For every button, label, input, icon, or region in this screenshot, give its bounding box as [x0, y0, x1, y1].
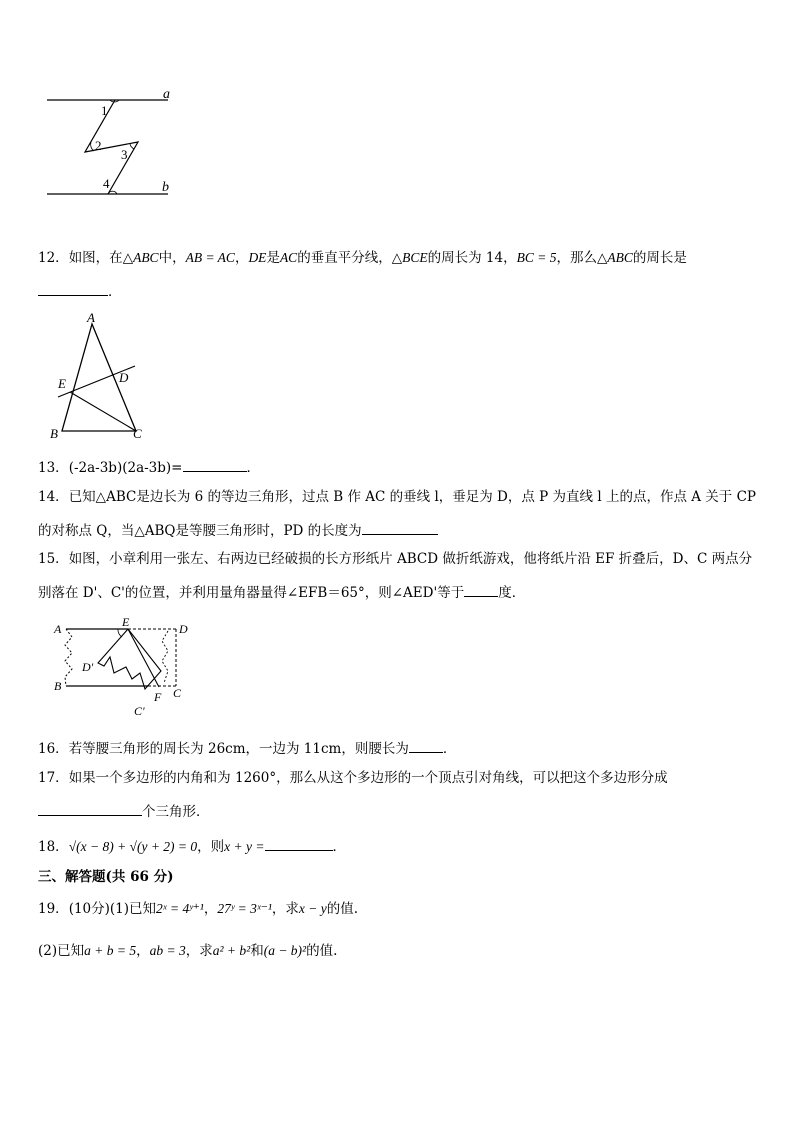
q12-text: ， — [234, 250, 249, 266]
q19-part1-eq2: 27ʸ = 3ˣ⁻¹ — [217, 901, 272, 916]
q12-text: 的周长是 — [632, 250, 687, 266]
q15-line1: 如图，小章利用一张左、右两边已经破损的长方形纸片 ABCD 做折纸游戏，他将纸片沿 EF 折叠后，D、C 两点分 — [68, 551, 753, 567]
question-15-line-1 — [38, 550, 752, 568]
label-D: D — [119, 370, 129, 385]
figure-triangle-abc — [48, 312, 158, 442]
label-C-prime: C' — [134, 704, 145, 718]
segment-ec — [70, 392, 136, 431]
q19-part2-eq1: a + b = 5 — [84, 943, 137, 958]
zigzag-path — [85, 100, 138, 194]
q18-expr: √(x − 8) + √(y + 2) = 0 — [68, 839, 198, 854]
q16-number: 16． — [38, 741, 69, 757]
q19-part1-sep: ， — [203, 901, 218, 917]
q12-bc-eq: BC = 5 — [516, 250, 557, 265]
label-F: F — [154, 690, 162, 704]
question-18 — [38, 836, 346, 856]
figure-parallel-lines — [40, 88, 200, 198]
angle-label-4: 4 — [103, 176, 110, 191]
q15-line2a: 别落在 D'、C'的位置，并利用量角器量得∠EFB＝65°，则∠AED'等于 — [38, 585, 465, 601]
label-E: E — [122, 615, 130, 629]
q16-text: 若等腰三角形的周长为 26cm，一边为 11cm，则腰长为 — [68, 741, 409, 757]
label-a: a — [163, 87, 170, 102]
q19-part2-text: 已知 — [57, 943, 85, 959]
q12-eq-ab-ac: AB = AC — [185, 250, 235, 265]
q12-tri-abc-2: △ABC — [596, 250, 633, 265]
question-17-line-1 — [38, 769, 668, 787]
answer-blank-17[interactable] — [38, 801, 142, 816]
answer-blank-15[interactable] — [464, 582, 498, 597]
torn-right-dashed — [162, 631, 168, 683]
q19-part2-t1: a² + b² — [212, 943, 251, 958]
question-14-line-2 — [38, 520, 438, 540]
q17-line2: 个三角形． — [142, 804, 210, 820]
q12-text: ，那么 — [556, 250, 597, 266]
question-17-line-2 — [38, 801, 210, 821]
q19-part2-and: 和 — [250, 943, 264, 959]
question-14-line-1 — [38, 488, 756, 506]
question-19-part-1 — [38, 900, 358, 918]
q19-part1-end: 的值. — [326, 901, 359, 917]
figure-folded-rectangle — [48, 617, 208, 717]
answer-blank-18[interactable] — [265, 836, 333, 851]
question-15-line-2 — [38, 582, 525, 602]
q14-number: 14． — [38, 489, 69, 505]
label-C: C — [133, 426, 142, 441]
folded-flap — [98, 629, 161, 689]
q18-text: ，则 — [197, 839, 225, 855]
q12-tri-abc: △ABC — [122, 250, 159, 265]
q12-text: 的周长为 14， — [427, 250, 517, 266]
label-B: B — [50, 426, 58, 441]
q17-number: 17． — [38, 770, 69, 786]
question-12 — [38, 249, 687, 267]
q16-end: ． — [442, 741, 457, 757]
question-19-part-2 — [38, 942, 337, 960]
q19-points: (10分) — [68, 901, 110, 917]
q15-number: 15． — [38, 551, 69, 567]
label-B: B — [54, 679, 62, 693]
answer-blank-16[interactable] — [409, 738, 443, 753]
q19-part1-target: x − y — [298, 901, 327, 916]
q19-part2-eq2: ab = 3 — [149, 943, 186, 958]
torn-left-edge — [65, 629, 72, 686]
label-b: b — [162, 180, 169, 195]
angle-label-1: 1 — [101, 103, 108, 118]
question-16 — [38, 738, 456, 758]
q17-line1: 如果一个多边形的内角和为 1260°，那么从这个多边形的一个顶点引对角线，可以把这个多边形分成 — [68, 770, 668, 786]
answer-blank-12[interactable] — [38, 281, 108, 296]
q19-part1-ask: ，求 — [271, 901, 299, 917]
q19-part2-end: 的值. — [306, 943, 338, 959]
q13-expr: (-2a-3b)(2a-3b)= — [68, 460, 183, 476]
q14-line2: 的对称点 Q，当△ABQ是等腰三角形时，PD 的长度为 — [38, 523, 362, 539]
q19-part2-ask: ，求 — [185, 943, 213, 959]
angle-arc-2 — [91, 142, 94, 151]
question-13 — [38, 457, 260, 477]
label-A: A — [54, 622, 62, 636]
q15-line2b: 度． — [498, 585, 526, 601]
q18-end: ． — [332, 839, 347, 855]
label-D: D — [179, 622, 188, 636]
q12-tri-bce: △BCE — [391, 250, 428, 265]
q19-part2-label: (2) — [38, 943, 58, 959]
question-12-blank-line — [38, 281, 122, 301]
angle-label-3: 3 — [121, 147, 128, 162]
q19-part2-t2: (a − b)² — [263, 943, 307, 958]
q12-text: 的垂直平分线， — [297, 250, 392, 266]
angle-label-2: 2 — [95, 138, 102, 153]
q19-number: 19． — [38, 901, 69, 917]
q12-text: 是 — [266, 250, 280, 266]
q19-part1-eq1: 2ˣ = 4ʸ⁺¹ — [156, 901, 204, 916]
section-3-title: 三、解答题(共 66 分) — [38, 869, 174, 885]
label-E: E — [58, 376, 66, 391]
q12-text: 中， — [158, 250, 186, 266]
q13-number: 13． — [38, 460, 69, 476]
q19-part1-text: 已知 — [129, 901, 157, 917]
q18-expr2: x + y = — [224, 839, 265, 854]
q19-part1-label: (1) — [109, 901, 130, 917]
q12-ac: AC — [279, 250, 298, 265]
q14-line1: 已知△ABC是边长为 6 的等边三角形，过点 B 作 AC 的垂线 l，垂足为 D，点 P 为直线 l 上的点，作点 A 关于 CP — [68, 489, 756, 505]
angle-arc-3 — [130, 144, 134, 149]
answer-blank-13[interactable] — [183, 457, 247, 472]
answer-blank-14[interactable] — [362, 520, 438, 535]
q12-text: 如图，在 — [68, 250, 123, 266]
q13-end: ． — [246, 460, 260, 476]
q12-end: ． — [108, 284, 122, 300]
q19-part2-sep: ， — [136, 943, 150, 959]
label-D-prime: D' — [82, 660, 94, 674]
label-C: C — [173, 686, 182, 700]
q18-number: 18． — [38, 839, 69, 855]
q12-number: 12． — [38, 250, 69, 266]
q12-de: DE — [248, 250, 267, 265]
label-A: A — [87, 310, 95, 325]
